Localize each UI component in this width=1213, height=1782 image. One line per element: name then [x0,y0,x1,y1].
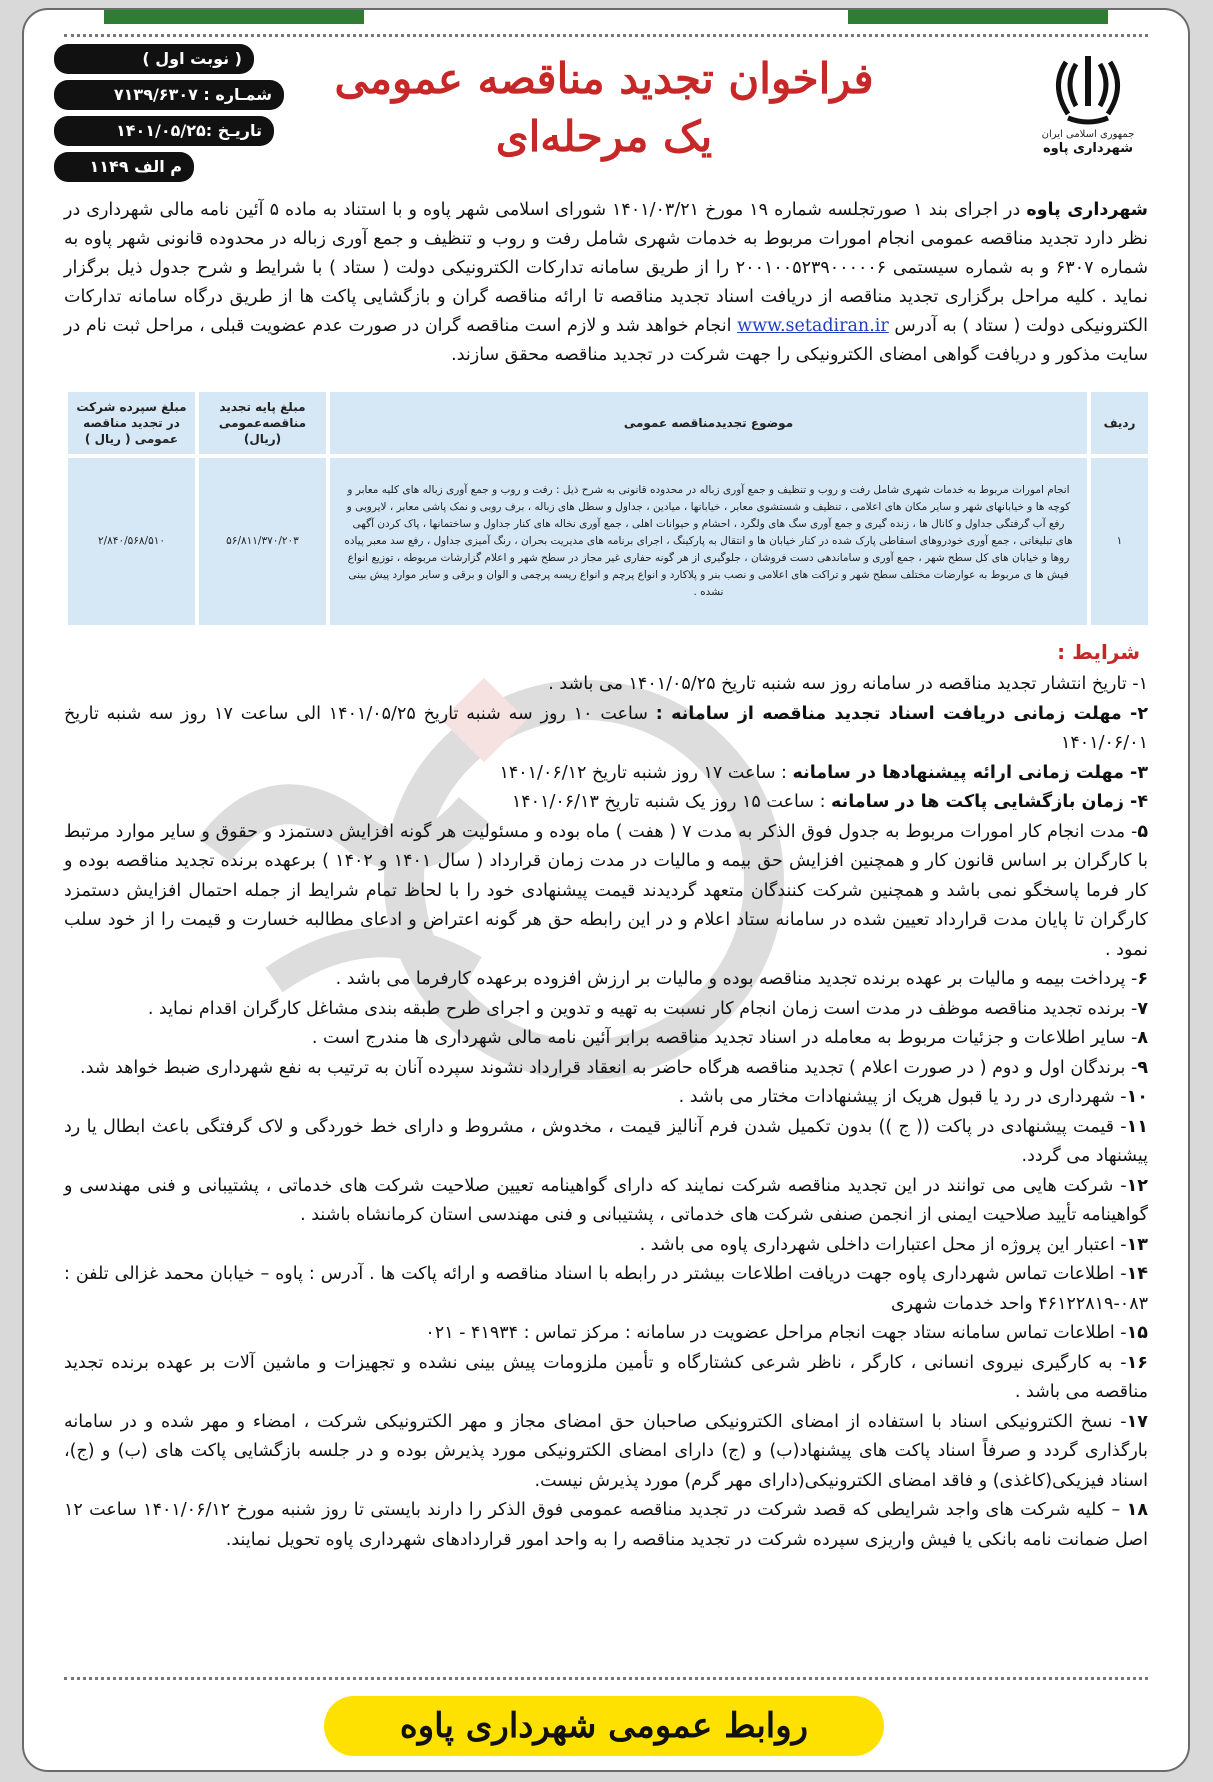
date-badge: تاریـخ :۱۴۰۱/۰۵/۲۵ [54,116,274,146]
code-badge: م الف ۱۱۴۹ [54,152,194,182]
emblem-city: شهرداری پاوه [1042,141,1134,156]
condition-item: ۲- مهلت زمانی دریافت اسناد تجدید مناقصه از سامانه : ساعت ۱۰ روز سه شنبه تاریخ ۱۴۰۱/۰۵/۲۵ الی ساعت ۱۷ روز سه شنبه تاریخ ۱۴۰۱/۰۶/۰۱ [64,703,1149,753]
tender-table [64,388,1152,629]
condition-item: ۴- زمان بازگشایی پاکت ها در سامانه : ساعت ۱۵ روز یک شنبه تاریخ ۱۴۰۱/۰۶/۱۳ [511,792,1148,812]
header [24,40,1188,190]
conditions-title: شرایط : [1057,640,1140,664]
condition-item: ۷- برنده تجدید مناقصه موظف در مدت است زمان انجام کار نسبت به تهیه و تدوین و اجرای طرح طبقه بندی مشاغل کارگران اقدام نماید . [147,998,1148,1019]
condition-item: ۱- تاریخ انتشار تجدید مناقصه در سامانه روز سه شنبه تاریخ ۱۴۰۱/۰۵/۲۵ می باشد . [548,674,1148,694]
intro-text-2: انجام خواهد شد و لازم است مناقصه گران در صورت عدم عضویت قبلی ، مراحل ثبت نام در سایت مذکور و دریافت گواهی امضای الکترونیکی را جهت شرکت در تجدید مناقصه محقق سازند. [64,316,1148,365]
condition-item: ۱۸ – کلیه شرکت های واجد شرایطی که قصد شرکت در تجدید مناقصه عمومی فوق الذکر را دارند بایستی تا روز شنبه مورخ ۱۴۰۱/۰۶/۱۲ ساعت ۱۲ اصل ضمانت نامه بانکی یا فیش واریزی سپرده شرکت در تجدید مناقصه را به واحد امور قراردادهای شهرداری پاوه تحویل نمایند. [64,1500,1149,1550]
emblem-subtitle: جمهوری اسلامی ایران [1041,129,1135,140]
intro-paragraph [64,196,1148,370]
publication-info [54,44,284,188]
condition-item: ۱۱- قیمت پیشنهادی در پاکت (( ج )) بدون تکمیل شدن فرم آنالیز قیمت ، مخدوش ، مشروط و دارای خط خوردگی و لاک گرفتگی باعث ابطال یا رد پیشنهاد می گردد. [64,1116,1148,1166]
intro-text-1: در اجرای بند ۱ صورتجلسه شماره ۱۹ مورخ ۱۴۰۱/۰۳/۲۱ شورای اسلامی شهر پاوه و با استناد به ماده ۵ آئین نامه مالی شهرداری در نظر دارد تجدید مناقصه عمومی انجام امورات مربوط به خدمات شهری شامل رفت و روب و تنظیف و جمع آوری زباله در محدوده قانونی شهر پاوه به شماره ۶۳۰۷ و به شماره سیستمی ۲۰۰۱۰۰۵۲۳۹۰۰۰۰۰۶ را از طریق سامانه تدارکات الکترونیکی دولت ( ستاد ) با شرایط و شرح جدول ذیل برگزار نماید . کلیه مراحل برگزاری تجدید مناقصه از دریافت اسناد تجدید مناقصه تا ارائه مناقصه گران و بازگشایی پاکت ها از طریق درگاه سامانه تدارکات الکترونیکی دولت ( ستاد ) به آدرس [64,200,1148,336]
header-base-amount: مبلغ پایه تجدید مناقصه‌عمومی (ریال) [199,392,326,454]
setadiran-link[interactable]: www.setadiran.ir [737,316,889,336]
advertisement-page [22,8,1190,1772]
municipality-emblem [1028,48,1148,156]
condition-item: ۱۲- شرکت هایی می توانند در این تجدید مناقصه شرکت نمایند که دارای گواهینامه تعیین صلاحیت شرکت های خدماتی ، پشتیبانی و فنی مهندسی و گواهینامه تأیید صلاحیت ایمنی از انجمن صنفی شرکت های خدماتی ، پشتیبانی و فنی مهندسی استان کرمانشاه باشند . [64,1175,1148,1225]
condition-item: ۱۴- اطلاعات تماس شهرداری پاوه جهت دریافت اطلاعات بیشتر در رابطه با اسناد مناقصه و ارائه پاکت ها . آدرس : پاوه – خیابان محمد غزالی تلفن : ۰۸۳-۴۶۱۲۲۸۱۹ واحد خدمات شهری [64,1264,1148,1314]
conditions-list [64,670,1148,1555]
round-badge: ( نوبت اول ) [54,44,254,74]
header-deposit-amount: مبلغ سپرده شرکت در تجدید مناقصه عمومی ( ریال ) [68,392,195,454]
iran-emblem-icon [1048,48,1128,128]
cell-subject: انجام امورات مربوط به خدمات شهری شامل رفت و روب و تنظیف و جمع آوری زباله در محدوده قانونی به شرح ذیل : رفت و روب و جمع آوری زباله های کلیه معابر و کوچه ها و خیابانهای شهر و سایر مکان های اعلامی ، تنظیف و شستشوی معابر ، خیابانها ، میادین ، جداول و سطل های زباله ، برف روبی و نمک پاشی معابر ، لایروبی و رفع آب گرفتگی جداول و کانال ها ، زنده گیری و جمع آوری سگ های ولگرد ، احشام و حیوانات اهلی ، جمع آوری نخاله های کنار جداول و ساختمانها ، پاک کردن آگهی های تبلیغاتی ، جمع آوری خودروهای اسقاطی پارک شده در کنار خیابان ها و انتقال به پارکینگ ، اجرای برنامه های مدیریت بحران ، رنگ آمیزی جداول ، رفع سد معبر پیاده روها و خیابان های کل سطح شهر ، جمع آوری و ساماندهی دست فروشان ، جلوگیری از هر گونه حفاری غیر مجاز در سطح شهر و اعلام گزارشات مربوطه ، توزیع انواع فیش ها ی مربوط به عوارضات مختلف سطح شهر و تراکت های اعلامی و نصب بنر و پلاکارد و انواع پرچم و انواع ریسه پرچمی و الوان و برقی و سایر موارد پیش بینی نشده . [330,458,1087,625]
condition-item: ۸- سایر اطلاعات و جزئیات مربوط به معامله در اسناد تجدید مناقصه برابر آئین نامه مالی شهرداری ها مندرج است . [311,1028,1148,1048]
top-left-accent-bar [104,10,364,24]
condition-item: ۹- برندگان اول و دوم ( در صورت اعلام ) تجدید مناقصه هرگاه حاضر به انعقاد قرارداد نشوند سپرده آنان به ترتیب به نفع شهرداری ضبط خواهد شد. [80,1057,1148,1078]
cell-base-amount: ۵۶/۸۱۱/۳۷۰/۲۰۳ [199,458,326,625]
cell-row-number: ۱ [1091,458,1148,625]
condition-item: ۶- پرداخت بیمه و مالیات بر عهده برنده تجدید مناقصه بوده و مالیات بر ارزش افزوده برعهده کارفرما می باشد . [335,969,1148,989]
footer-banner: روابط عمومی شهرداری پاوه [324,1696,884,1756]
bottom-dotted-divider [64,1677,1148,1680]
page-title [294,50,914,166]
condition-item: ۳- مهلت زمانی ارائه پیشنهادها در سامانه : ساعت ۱۷ روز شنبه تاریخ ۱۴۰۱/۰۶/۱۲ [499,762,1148,783]
top-right-accent-bar [848,10,1108,24]
condition-item: ۱۵- اطلاعات تماس سامانه ستاد جهت انجام مراحل عضویت در سامانه : مرکز تماس : ۴۱۹۳۴ - ۰۲۱ [425,1323,1148,1343]
cell-deposit-amount: ۲/۸۴۰/۵۶۸/۵۱۰ [68,458,195,625]
condition-item: ۱۶- به کارگیری نیروی انسانی ، کارگر ، ناظر شرعی کشتارگاه و تأمین ملزومات پیش بینی نشده و تجهیزات و ماشین آلات بر عهده برنده تجدید مناقصه می باشد . [64,1352,1148,1402]
top-dotted-divider [64,34,1148,37]
header-row-number: ردیف [1091,392,1148,454]
condition-item: ۱۳- اعتبار این پروژه از محل اعتبارات داخلی شهرداری پاوه می باشد . [639,1234,1148,1255]
table-row [68,458,1148,625]
intro-lead: شهرداری پاوه [1026,200,1148,220]
title-line-2: یک مرحله‌ای [495,112,713,161]
title-line-1: فراخوان تجدید مناقصه عمومی [334,54,874,103]
condition-item: ۱۰- شهرداری در رد یا قبول هریک از پیشنهادات مختار می باشد . [678,1087,1148,1107]
number-badge: شمـاره : ۷۱۳۹/۶۳۰۷ [54,80,284,110]
condition-item: ۱۷- نسخ الکترونیکی اسناد با استفاده از امضای الکترونیکی صاحبان حق امضای مجاز و مهر الکترونیکی شرکت ، امضاء و مهر شده و در سامانه بارگذاری گردد و صرفاً اسناد پاکت های پیشنهاد(ب) و (ج) دارای امضای الکترونیکی مورد پذیرش بوده و در جلسه بازگشایی پاکت های (ب) و (ج)، اسناد فیزیکی(کاغذی) و فاقد امضای الکترونیکی(دارای مهر گرم) مورد پذیرش نیست. [64,1411,1148,1491]
condition-item: ۵- مدت انجام کار امورات مربوط به جدول فوق الذکر به مدت ۷ ( هفت ) ماه بوده و مسئولیت هر گونه افزایش دستمزد و حقوق و سایر موارد مرتبط با کارگران بر اساس قانون کار و همچنین افزایش حق بیمه و مالیات در مدت زمان قرارداد ( سال ۱۴۰۱ و ۱۴۰۲ ) برعهده برنده تجدید مناقصه بوده و کار فرما پاسخگو نمی باشد و همچنین شرکت کنندگان متعهد گردیدند قیمت پیشنهادی خود را با لحاظ تمام شرایط از جمله احتمال افزایش دستمزد کارگران تا پایان مدت قرارداد تعیین شده در سامانه ستاد اعلام و در این رابطه حق هر گونه اعتراض و ادعای مطالبه خسارت و قیمت را از خود سلب نمود . [64,821,1148,960]
table-header-row [68,392,1148,454]
header-subject: موضوع تجدیدمناقصه عمومی [330,392,1087,454]
